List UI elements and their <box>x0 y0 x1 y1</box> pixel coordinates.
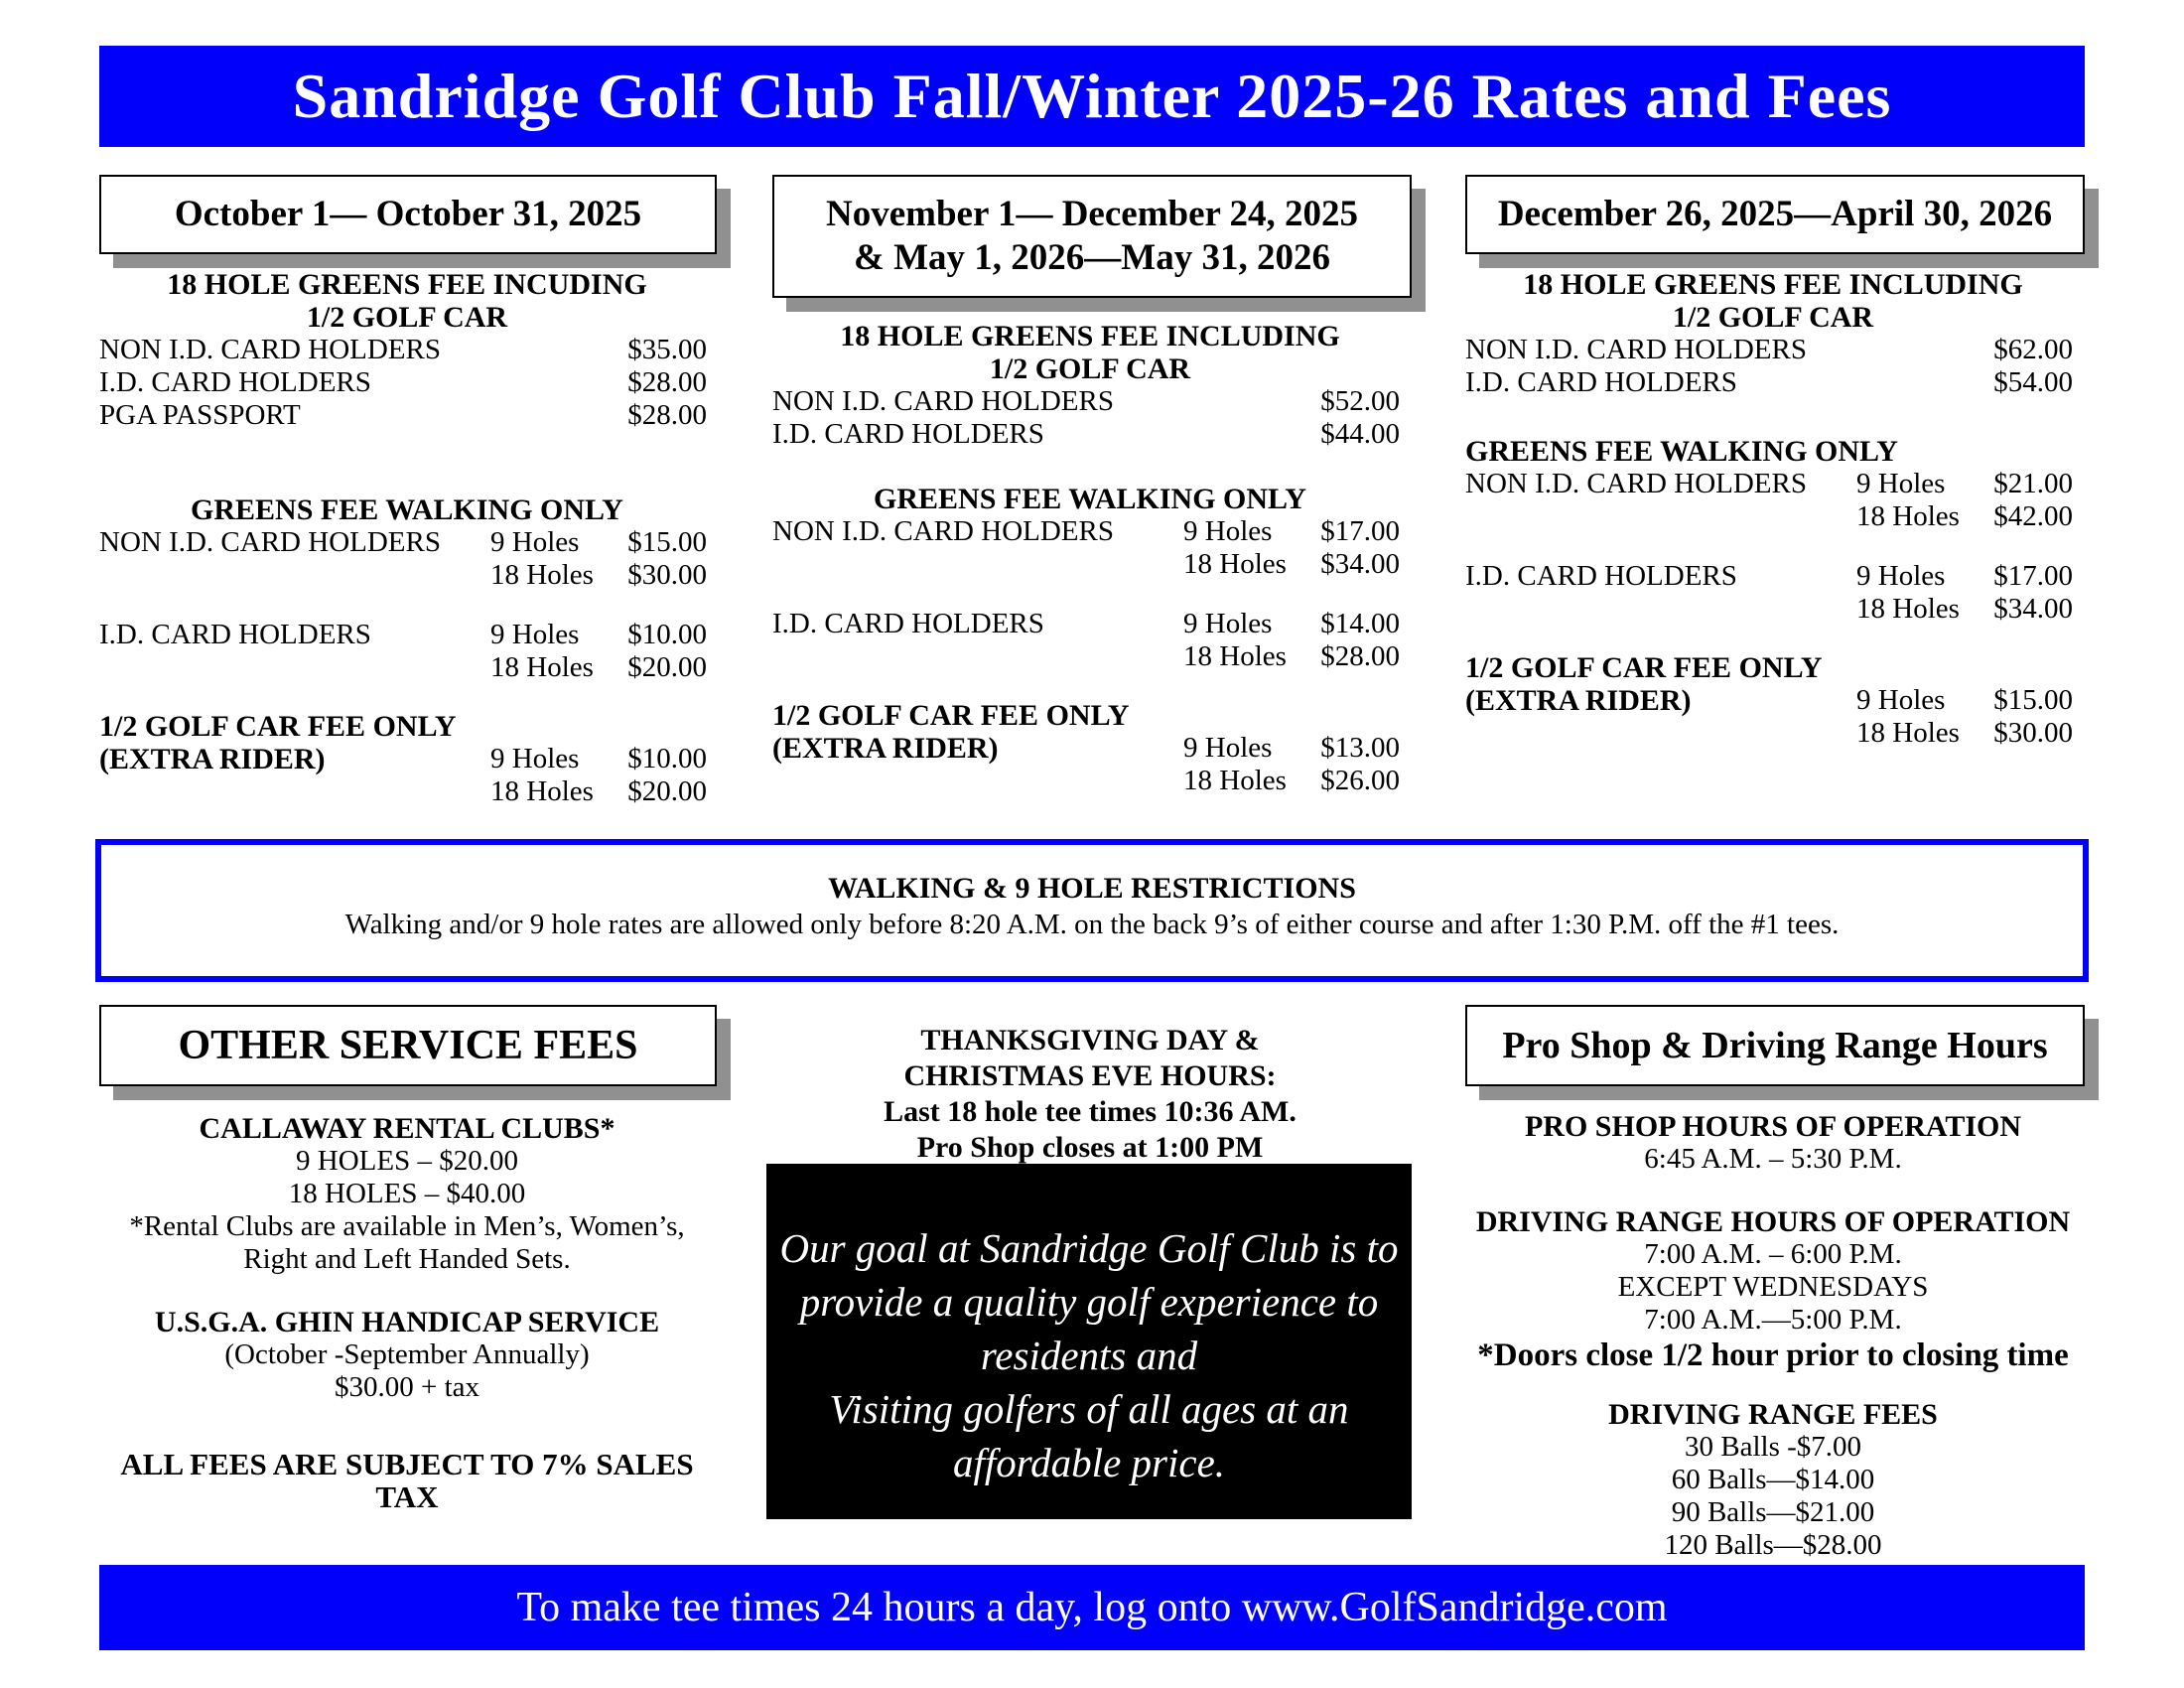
range-fee-line: 30 Balls -$7.00 <box>1684 1431 1862 1463</box>
car-fee-section <box>99 710 715 808</box>
greens-fee-heading-line2: 1/2 GOLF CAR <box>989 352 1191 385</box>
walking-rate-row <box>99 619 715 684</box>
hours-title: Pro Shop & Driving Range Hours <box>1502 1025 2048 1066</box>
range-fee-line: 90 Balls—$21.00 <box>1671 1496 1875 1528</box>
holes-label: 9 Holes <box>490 619 580 650</box>
rate-label: I.D. CARD HOLDERS <box>99 619 371 650</box>
title-banner <box>99 46 2085 147</box>
ghin-line: (October -September Annually) <box>224 1338 590 1370</box>
car-fee-row <box>99 743 715 808</box>
rate-label: PGA PASSPORT <box>99 399 301 431</box>
hours-section <box>1465 1110 2081 1562</box>
holes-label: 9 Holes <box>1183 608 1273 639</box>
rate-price: $21.00 <box>1993 468 2073 499</box>
rate-row <box>99 334 715 366</box>
proshop-hours-value: 6:45 A.M. – 5:30 P.M. <box>1644 1143 1902 1175</box>
holiday-hours-line: THANKSGIVING DAY & <box>920 1024 1260 1056</box>
rate-price: $52.00 <box>1320 385 1400 417</box>
holes-label: 18 Holes <box>1856 500 1960 532</box>
rate-row <box>1465 366 2081 399</box>
ghin-service-title: U.S.G.A. GHIN HANDICAP SERVICE <box>154 1306 660 1338</box>
rate-label: NON I.D. CARD HOLDERS <box>772 515 1114 547</box>
range-fee-line: 60 Balls—$14.00 <box>1671 1464 1875 1495</box>
period-line: November 1— December 24, 2025 <box>825 194 1359 234</box>
holes-prices <box>490 743 707 808</box>
rate-row <box>772 385 1408 418</box>
rate-row <box>99 366 715 399</box>
rate-column-november-may <box>772 320 1408 797</box>
rate-price: $30.00 <box>627 559 707 591</box>
car-fee-row <box>1465 684 2081 750</box>
holes-label: 9 Holes <box>1856 468 1946 499</box>
period-heading-october <box>99 175 717 254</box>
greens-fee-heading-line1: 18 HOLE GREENS FEE INCLUDING <box>840 320 1340 352</box>
mission-line: provide a quality golf experience to <box>799 1279 1379 1325</box>
footer-banner <box>99 1565 2085 1650</box>
holiday-hours-line: Pro Shop closes at 1:00 PM <box>916 1131 1264 1164</box>
sales-tax-note: ALL FEES ARE SUBJECT TO 7% SALES TAX <box>120 1447 694 1514</box>
period-line: & May 1, 2026—May 31, 2026 <box>854 237 1330 278</box>
callaway-note: *Rental Clubs are available in Men’s, Women’s, <box>129 1210 685 1242</box>
rate-price: $62.00 <box>1993 334 2073 365</box>
holes-prices <box>1183 515 1400 581</box>
cart-included-rates <box>99 334 715 432</box>
period-heading-november-may <box>772 175 1412 298</box>
walking-fee-heading: GREENS FEE WALKING ONLY <box>874 483 1306 515</box>
greens-fee-heading <box>99 268 715 334</box>
holes-label: 9 Holes <box>490 743 580 774</box>
spacer <box>1465 1374 2081 1398</box>
rate-price: $10.00 <box>627 743 707 774</box>
holiday-hours-line: CHRISTMAS EVE HOURS: <box>903 1059 1277 1092</box>
holes-label: 9 Holes <box>1856 560 1946 592</box>
rate-price: $28.00 <box>627 399 707 431</box>
rate-price: $54.00 <box>1993 366 2073 398</box>
greens-fee-heading-line2: 1/2 GOLF CAR <box>306 301 508 334</box>
rate-price: $34.00 <box>1320 548 1400 580</box>
mission-line: residents and <box>980 1333 1198 1378</box>
rate-price: $15.00 <box>1993 684 2073 716</box>
page-title: Sandridge Golf Club Fall/Winter 2025-26 Rates and Fees <box>292 61 1892 131</box>
rate-label: I.D. CARD HOLDERS <box>772 608 1044 639</box>
walking-rate-row <box>1465 468 2081 533</box>
spacer <box>99 1276 715 1306</box>
holes-prices <box>1183 732 1400 797</box>
car-fee-heading: 1/2 GOLF CAR FEE ONLY <box>772 699 1130 732</box>
holes-label: 18 Holes <box>490 651 594 683</box>
mission-statement-box <box>766 1164 1412 1519</box>
holes-label: 18 Holes <box>1856 593 1960 625</box>
car-fee-subheading: (EXTRA RIDER) <box>772 732 999 765</box>
spacer <box>1465 1176 2081 1205</box>
rate-price: $34.00 <box>1993 593 2073 625</box>
car-fee-heading: 1/2 GOLF CAR FEE ONLY <box>1465 651 1823 684</box>
mission-line: Our goal at Sandridge Golf Club is to <box>779 1225 1399 1271</box>
callaway-line: 18 HOLES – $40.00 <box>288 1178 526 1209</box>
restrictions-text: Walking and/or 9 hole rates are allowed only before 8:20 A.M. on the back 9’s of either course and after 1:30 P.M. off the #1 tees. <box>344 909 1840 940</box>
rate-row <box>1465 334 2081 366</box>
holes-prices <box>1856 684 2073 750</box>
rate-price: $26.00 <box>1320 765 1400 796</box>
holes-prices <box>490 526 707 592</box>
range-hours-line: 7:00 A.M. – 6:00 P.M. <box>1644 1238 1902 1270</box>
range-hours-line: EXCEPT WEDNESDAYS <box>1617 1271 1929 1303</box>
range-fees-title: DRIVING RANGE FEES <box>1608 1398 1938 1431</box>
period-line: December 26, 2025—April 30, 2026 <box>1497 194 2053 234</box>
rate-label: NON I.D. CARD HOLDERS <box>99 526 441 558</box>
car-fee-subheading: (EXTRA RIDER) <box>99 743 326 775</box>
greens-fee-heading <box>772 320 1408 385</box>
proshop-hours-title: PRO SHOP HOURS OF OPERATION <box>1524 1110 2022 1143</box>
range-hours-title: DRIVING RANGE HOURS OF OPERATION <box>1475 1205 2071 1238</box>
other-service-fees-title: OTHER SERVICE FEES <box>178 1023 638 1068</box>
rate-price: $15.00 <box>627 526 707 558</box>
restrictions-title: WALKING & 9 HOLE RESTRICTIONS <box>828 872 1356 905</box>
walking-fee-heading: GREENS FEE WALKING ONLY <box>191 493 623 526</box>
doors-close-note: *Doors close 1/2 hour prior to closing time <box>1477 1337 2069 1373</box>
callaway-note: Right and Left Handed Sets. <box>243 1243 571 1275</box>
rate-price: $17.00 <box>1320 515 1400 547</box>
holes-label: 9 Holes <box>1183 732 1273 764</box>
holes-prices <box>1856 560 2073 626</box>
greens-fee-heading-line1: 18 HOLE GREENS FEE INCLUDING <box>1523 268 2023 301</box>
holes-label: 9 Holes <box>1856 684 1946 716</box>
rate-label: NON I.D. CARD HOLDERS <box>1465 468 1807 499</box>
rate-price: $28.00 <box>1320 640 1400 672</box>
rate-price: $20.00 <box>627 775 707 807</box>
car-fee-section <box>1465 651 2081 750</box>
rate-label: I.D. CARD HOLDERS <box>772 418 1044 450</box>
rate-label: NON I.D. CARD HOLDERS <box>1465 334 1807 365</box>
car-fee-heading: 1/2 GOLF CAR FEE ONLY <box>99 710 457 743</box>
rate-label: NON I.D. CARD HOLDERS <box>772 385 1114 417</box>
rate-price: $20.00 <box>627 651 707 683</box>
rate-price: $30.00 <box>1993 717 2073 749</box>
rate-price: $14.00 <box>1320 608 1400 639</box>
rate-column-october <box>99 268 715 808</box>
rate-price: $35.00 <box>627 334 707 365</box>
mission-line: affordable price. <box>952 1440 1226 1485</box>
rate-column-winter <box>1465 268 2081 750</box>
rate-label: I.D. CARD HOLDERS <box>99 366 371 398</box>
walking-rate-row <box>772 608 1408 673</box>
other-service-fees-section <box>99 1112 715 1513</box>
rate-price: $44.00 <box>1320 418 1400 450</box>
car-fee-row <box>772 732 1408 797</box>
cart-included-rates <box>1465 334 2081 399</box>
period-heading-winter <box>1465 175 2085 254</box>
walking-rate-row <box>99 526 715 592</box>
rate-price: $17.00 <box>1993 560 2073 592</box>
rate-price: $13.00 <box>1320 732 1400 764</box>
callaway-rental-title: CALLAWAY RENTAL CLUBS* <box>199 1112 615 1145</box>
holes-prices <box>1856 468 2073 533</box>
callaway-line: 9 HOLES – $20.00 <box>296 1145 518 1177</box>
greens-fee-heading <box>1465 268 2081 334</box>
holes-label: 9 Holes <box>1183 515 1273 547</box>
mission-line: Visiting golfers of all ages at an <box>829 1386 1349 1432</box>
rate-label: NON I.D. CARD HOLDERS <box>99 334 441 365</box>
rate-row <box>99 399 715 432</box>
period-line: October 1— October 31, 2025 <box>174 194 642 234</box>
greens-fee-heading-line1: 18 HOLE GREENS FEE INCUDING <box>167 268 647 301</box>
holes-label: 18 Holes <box>1856 717 1960 749</box>
cart-included-rates <box>772 385 1408 451</box>
range-fee-line: 120 Balls—$28.00 <box>1664 1529 1882 1561</box>
rate-label: I.D. CARD HOLDERS <box>1465 560 1737 592</box>
restrictions-box <box>95 839 2089 982</box>
ghin-line: $30.00 + tax <box>334 1371 480 1403</box>
holes-label: 18 Holes <box>1183 548 1287 580</box>
holes-label: 18 Holes <box>490 775 594 807</box>
holes-prices <box>490 619 707 684</box>
walking-fee-heading: GREENS FEE WALKING ONLY <box>1465 435 1898 468</box>
walking-rate-row <box>1465 560 2081 626</box>
holes-label: 9 Holes <box>490 526 580 558</box>
holes-label: 18 Holes <box>1183 765 1287 796</box>
car-fee-subheading: (EXTRA RIDER) <box>1465 684 1692 717</box>
car-fee-section <box>772 699 1408 797</box>
greens-fee-heading-line2: 1/2 GOLF CAR <box>1672 301 1874 334</box>
footer-text: To make tee times 24 hours a day, log onto www.GolfSandridge.com <box>516 1585 1668 1630</box>
hours-heading-box <box>1465 1005 2085 1086</box>
other-service-fees-heading-box <box>99 1005 717 1086</box>
rate-price: $28.00 <box>627 366 707 398</box>
rate-price: $10.00 <box>627 619 707 650</box>
holiday-hours-line: Last 18 hole tee times 10:36 AM. <box>884 1095 1297 1128</box>
holiday-hours-section <box>772 1023 1408 1166</box>
holes-label: 18 Holes <box>1183 640 1287 672</box>
walking-rate-row <box>772 515 1408 581</box>
holes-prices <box>1183 608 1400 673</box>
rate-price: $42.00 <box>1993 500 2073 532</box>
rate-row <box>772 418 1408 451</box>
holes-label: 18 Holes <box>490 559 594 591</box>
rate-label: I.D. CARD HOLDERS <box>1465 366 1737 398</box>
range-hours-line: 7:00 A.M.—5:00 P.M. <box>1644 1304 1902 1336</box>
